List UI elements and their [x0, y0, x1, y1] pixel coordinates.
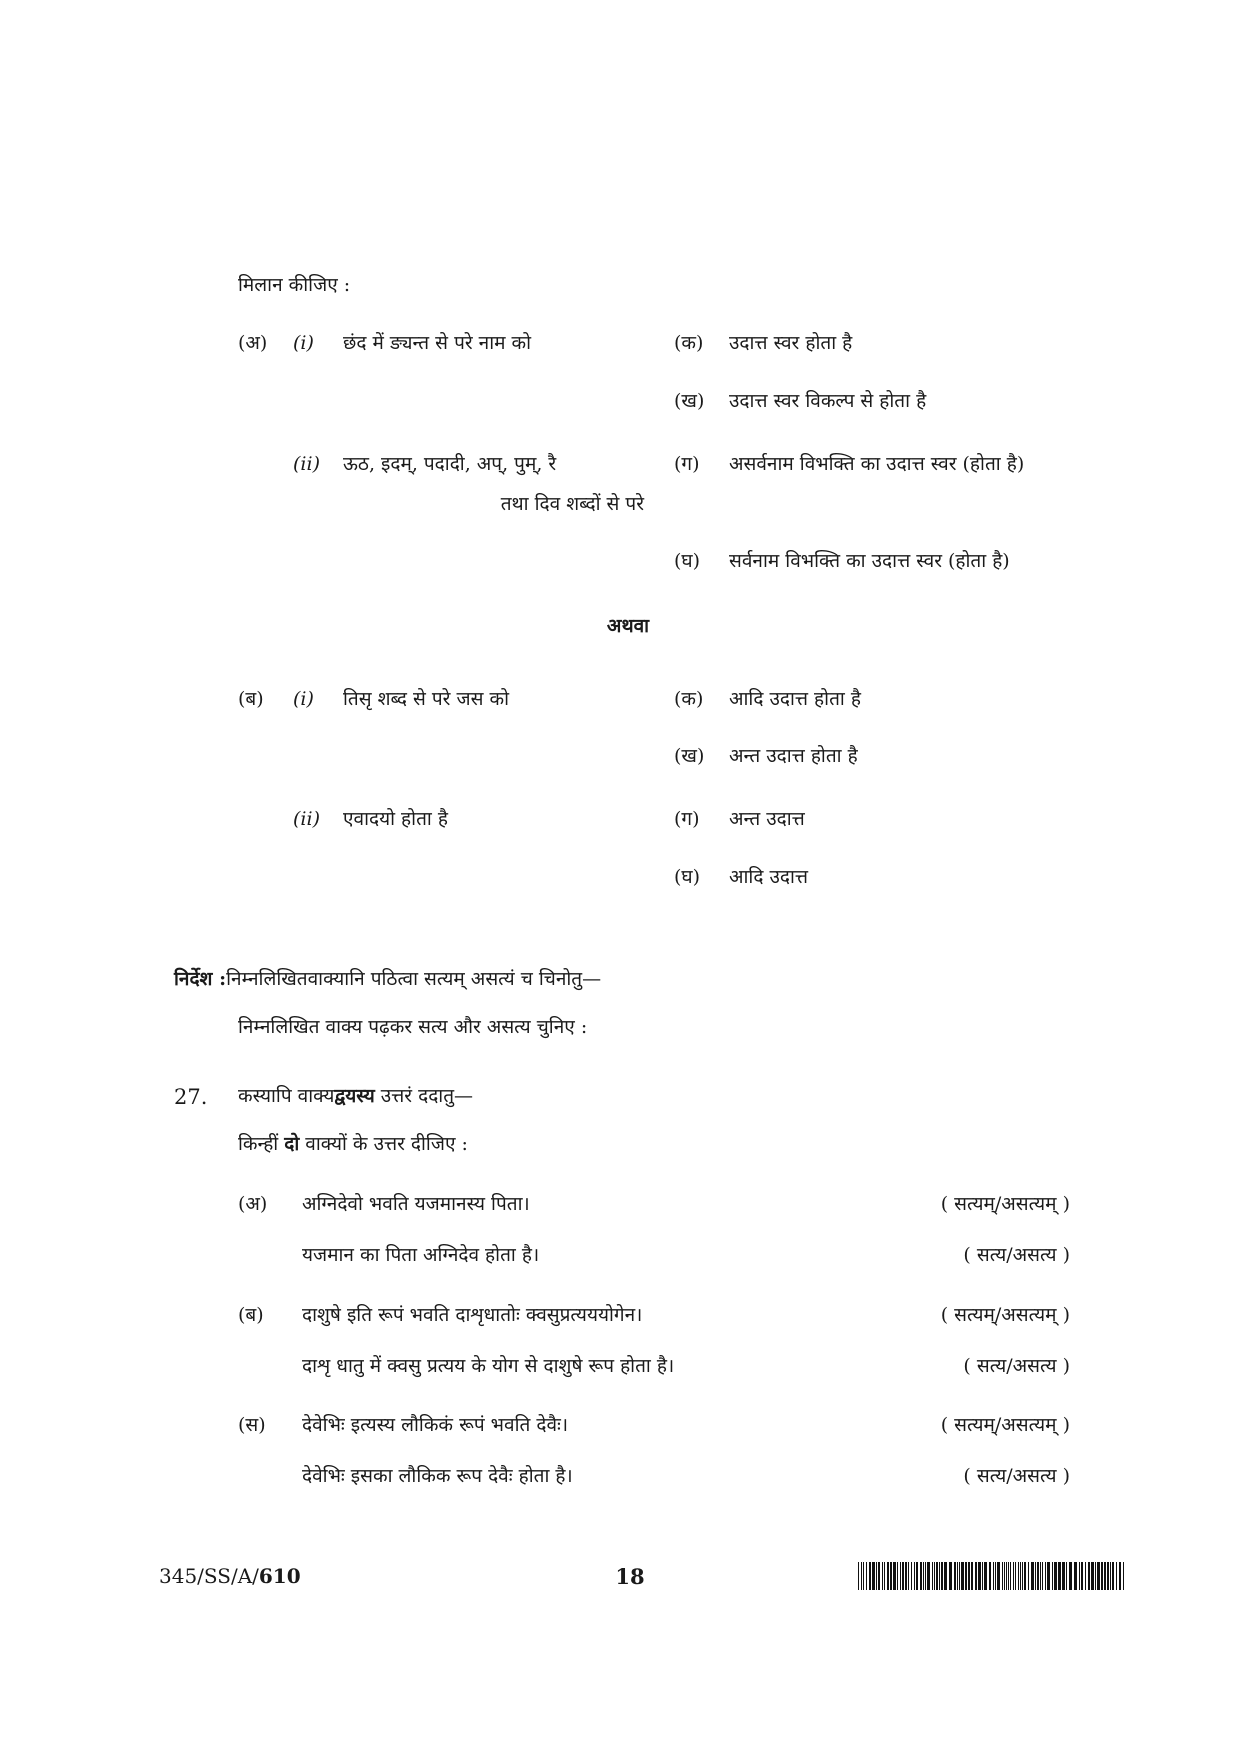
item-s-sanskrit-choice: ( सत्यम्/असत्यम् ): [940, 1414, 1070, 1436]
part-a-i-number: (i): [293, 332, 314, 354]
part-b-option-gha-text: आदि उदात्त: [729, 866, 809, 888]
page-number: 18: [615, 1564, 645, 1589]
part-a-option-kha-label: (ख): [674, 390, 705, 412]
item-s-hindi-choice: ( सत्य/असत्य ): [963, 1465, 1070, 1487]
part-b-option-ka-text: आदि उदात्त होता है: [729, 688, 861, 710]
paper-code: [159, 1566, 301, 1586]
part-a-option-gha-text: सर्वनाम विभक्ति का उदात्त स्वर (होता है): [729, 550, 1010, 572]
question-sanskrit-prompt: [238, 1087, 473, 1106]
item-a-hindi-choice: ( सत्य/असत्य ): [963, 1244, 1070, 1266]
item-s-label: (स): [238, 1414, 266, 1436]
part-a-label: (अ): [238, 332, 268, 354]
paper-code-number: 610: [258, 1564, 301, 1588]
part-b-option-ka-label: (क): [674, 688, 704, 710]
part-b-option-ga-label: (ग): [674, 808, 700, 830]
part-a-ii-text-line2: तथा दिव शब्दों से परे: [500, 493, 644, 515]
item-s-hindi: देवेभिः इसका लौकिक रूप देवैः होता है।: [302, 1465, 573, 1487]
part-a-ii-text-line1: ऊठ, इदम्, पदादी, अप्, पुम्, रै: [343, 453, 557, 475]
part-b-ii-number: (ii): [293, 808, 320, 830]
instruction-label: निर्देश :: [174, 968, 227, 990]
instruction-hindi-text: निम्नलिखित वाक्य पढ़कर सत्य और असत्य चुनिए :: [238, 1016, 588, 1038]
part-a-option-ka-text: उदात्त स्वर होता है: [729, 332, 853, 354]
part-a-option-gha-label: (घ): [674, 550, 701, 572]
question-hindi-pre: किन्हीं: [238, 1133, 285, 1155]
part-b-ii-text: एवादयो होता है: [343, 808, 448, 830]
item-b-hindi-choice: ( सत्य/असत्य ): [963, 1355, 1070, 1377]
item-b-sanskrit: दाशुषे इति रूपं भवति दाशृधातोः क्वसुप्रत्यययोगेन।: [302, 1304, 643, 1326]
part-a-ii-number: (ii): [293, 453, 320, 475]
part-b-i-text: तिसृ शब्द से परे जस को: [343, 688, 509, 710]
item-b-hindi: दाशृ धातु में क्वसु प्रत्यय के योग से दाशुषे रूप होता है।: [302, 1355, 675, 1377]
or-divider: अथवा: [606, 615, 650, 637]
item-s-sanskrit: देवेभिः इत्यस्य लौकिकं रूपं भवति देवैः।: [302, 1414, 569, 1436]
instruction-sanskrit-line: [174, 970, 601, 989]
part-a-option-ka-label: (क): [674, 332, 704, 354]
match-heading: मिलान कीजिए :: [238, 274, 351, 296]
item-a-label: (अ): [238, 1193, 268, 1215]
part-b-i-number: (i): [293, 688, 314, 710]
part-b-option-ga-text: अन्त उदात्त: [729, 808, 805, 830]
part-b-option-kha-label: (ख): [674, 745, 705, 767]
part-a-i-text: छंद में ङ्यन्त से परे नाम को: [343, 332, 532, 354]
part-a-option-kha-text: उदात्त स्वर विकल्प से होता है: [729, 390, 927, 412]
instruction-sanskrit-text: निम्नलिखितवाक्यानि पठित्वा सत्यम् असत्यं च चिनोतु—: [226, 968, 602, 990]
item-b-sanskrit-choice: ( सत्यम्/असत्यम् ): [940, 1304, 1070, 1326]
question-sanskrit-bold: द्वयस्य: [334, 1085, 375, 1107]
question-sanskrit-post: उत्तरं ददातु—: [374, 1085, 474, 1107]
part-b-option-kha-text: अन्त उदात्त होता है: [729, 745, 858, 767]
part-a-option-ga-label: (ग): [674, 453, 700, 475]
question-sanskrit-pre: कस्यापि वाक्य: [238, 1085, 335, 1107]
question-hindi-post: वाक्यों के उत्तर दीजिए :: [299, 1133, 468, 1155]
question-number: 27.: [174, 1085, 208, 1109]
item-a-sanskrit-choice: ( सत्यम्/असत्यम् ): [940, 1193, 1070, 1215]
part-b-option-gha-label: (घ): [674, 866, 701, 888]
barcode-image: [858, 1562, 1126, 1590]
item-b-label: (ब): [238, 1304, 264, 1326]
item-a-hindi: यजमान का पिता अग्निदेव होता है।: [302, 1244, 540, 1266]
part-a-option-ga-text: असर्वनाम विभक्ति का उदात्त स्वर (होता है): [729, 453, 1025, 475]
question-hindi-bold: दो: [284, 1133, 300, 1155]
part-b-label: (ब): [238, 688, 264, 710]
paper-code-prefix: 345/SS/A/: [159, 1564, 259, 1588]
question-hindi-prompt: [238, 1135, 468, 1154]
item-a-sanskrit: अग्निदेवो भवति यजमानस्य पिता।: [302, 1193, 530, 1215]
